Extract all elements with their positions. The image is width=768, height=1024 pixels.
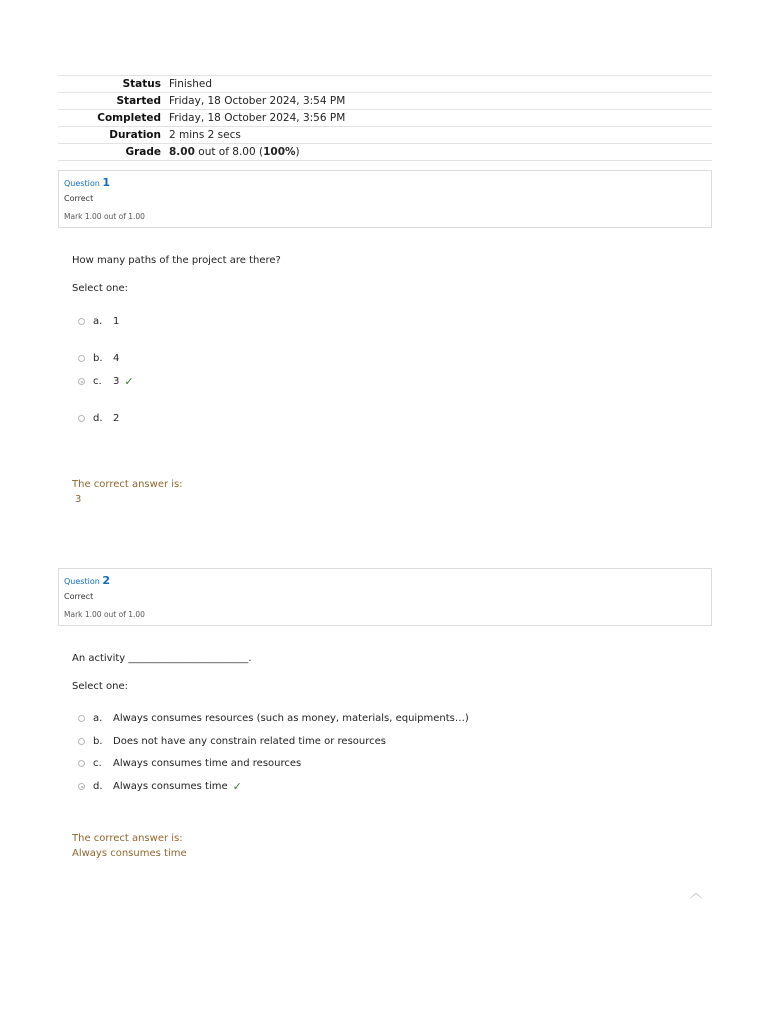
option-text: 4 xyxy=(113,353,120,364)
option-text: 2 xyxy=(113,413,120,424)
radio-button-selected[interactable] xyxy=(78,783,85,790)
question-label: Question xyxy=(64,179,100,188)
question-grade: Mark 1.00 out of 1.00 xyxy=(64,212,145,221)
question-grade: Mark 1.00 out of 1.00 xyxy=(64,610,145,619)
question-1-correct-answer: 3 xyxy=(75,494,82,505)
summary-label: Duration xyxy=(109,129,161,141)
question-number-value: 2 xyxy=(102,574,110,587)
summary-value xyxy=(169,144,712,161)
summary-value: Friday, 18 October 2024, 3:56 PM xyxy=(169,112,346,124)
option-letter: a. xyxy=(93,713,103,724)
radio-button-selected[interactable] xyxy=(78,378,85,385)
chevron-up-icon[interactable]: ︿ xyxy=(690,886,703,900)
radio-button[interactable] xyxy=(78,760,85,767)
option-letter: b. xyxy=(93,736,103,747)
grade-close: ) xyxy=(295,146,300,158)
grade-out-of: out of 8.00 ( xyxy=(198,146,264,158)
question-2-option-d[interactable] xyxy=(78,780,242,793)
summary-value: Finished xyxy=(169,78,213,90)
question-2-info xyxy=(58,568,712,626)
question-2-feedback-label: The correct answer is: xyxy=(72,833,183,844)
question-2-option-c[interactable] xyxy=(78,758,301,769)
question-2-option-a[interactable] xyxy=(78,713,469,724)
option-letter: c. xyxy=(93,376,102,387)
check-icon: ✓ xyxy=(124,375,134,388)
question-2-prompt: Select one: xyxy=(72,681,129,692)
question-1-info xyxy=(58,170,712,228)
summary-row-started xyxy=(58,93,712,110)
option-letter: c. xyxy=(93,758,102,769)
question-number[interactable] xyxy=(64,574,110,587)
question-state: Correct xyxy=(64,592,94,601)
summary-label: Completed xyxy=(97,112,161,124)
radio-button[interactable] xyxy=(78,415,85,422)
question-number[interactable] xyxy=(64,176,110,189)
question-1-text: How many paths of the project are there? xyxy=(72,255,281,266)
question-2-correct-answer: Always consumes time xyxy=(72,848,187,859)
option-letter: d. xyxy=(93,781,103,792)
summary-value: 2 mins 2 secs xyxy=(169,129,241,141)
question-label: Question xyxy=(64,577,100,586)
summary-label: Grade xyxy=(125,146,161,158)
summary-row-duration xyxy=(58,127,712,144)
summary-row-completed xyxy=(58,110,712,127)
question-1-prompt: Select one: xyxy=(72,283,129,294)
question-1-feedback-label: The correct answer is: xyxy=(72,479,183,490)
question-number-value: 1 xyxy=(102,176,110,189)
option-text: 1 xyxy=(113,316,120,327)
question-1-option-a[interactable] xyxy=(78,316,119,327)
radio-button[interactable] xyxy=(78,355,85,362)
option-text: 3 xyxy=(113,376,120,387)
question-1-option-c[interactable] xyxy=(78,375,134,388)
option-text: Always consumes time and resources xyxy=(113,758,302,769)
summary-label: Status xyxy=(122,78,161,90)
option-text: Always consumes resources (such as money, materials, equipments…) xyxy=(113,713,469,724)
attempt-summary-table xyxy=(58,75,712,161)
summary-row-status xyxy=(58,76,712,93)
summary-value: Friday, 18 October 2024, 3:54 PM xyxy=(169,95,346,107)
grade-percent: 100% xyxy=(263,146,296,158)
option-letter: a. xyxy=(93,316,103,327)
question-state: Correct xyxy=(64,194,94,203)
radio-button[interactable] xyxy=(78,318,85,325)
option-letter: d. xyxy=(93,413,103,424)
radio-button[interactable] xyxy=(78,738,85,745)
radio-button[interactable] xyxy=(78,715,85,722)
option-text: Always consumes time xyxy=(113,781,228,792)
check-icon: ✓ xyxy=(232,780,242,793)
question-2-text: An activity ________________________. xyxy=(72,653,252,664)
question-2-option-b[interactable] xyxy=(78,736,386,747)
question-1-option-d[interactable] xyxy=(78,413,119,424)
grade-score: 8.00 xyxy=(169,146,195,158)
question-1-option-b[interactable] xyxy=(78,353,119,364)
summary-row-grade xyxy=(58,144,712,161)
option-letter: b. xyxy=(93,353,103,364)
summary-label: Started xyxy=(116,95,161,107)
option-text: Does not have any constrain related time or resources xyxy=(113,736,387,747)
